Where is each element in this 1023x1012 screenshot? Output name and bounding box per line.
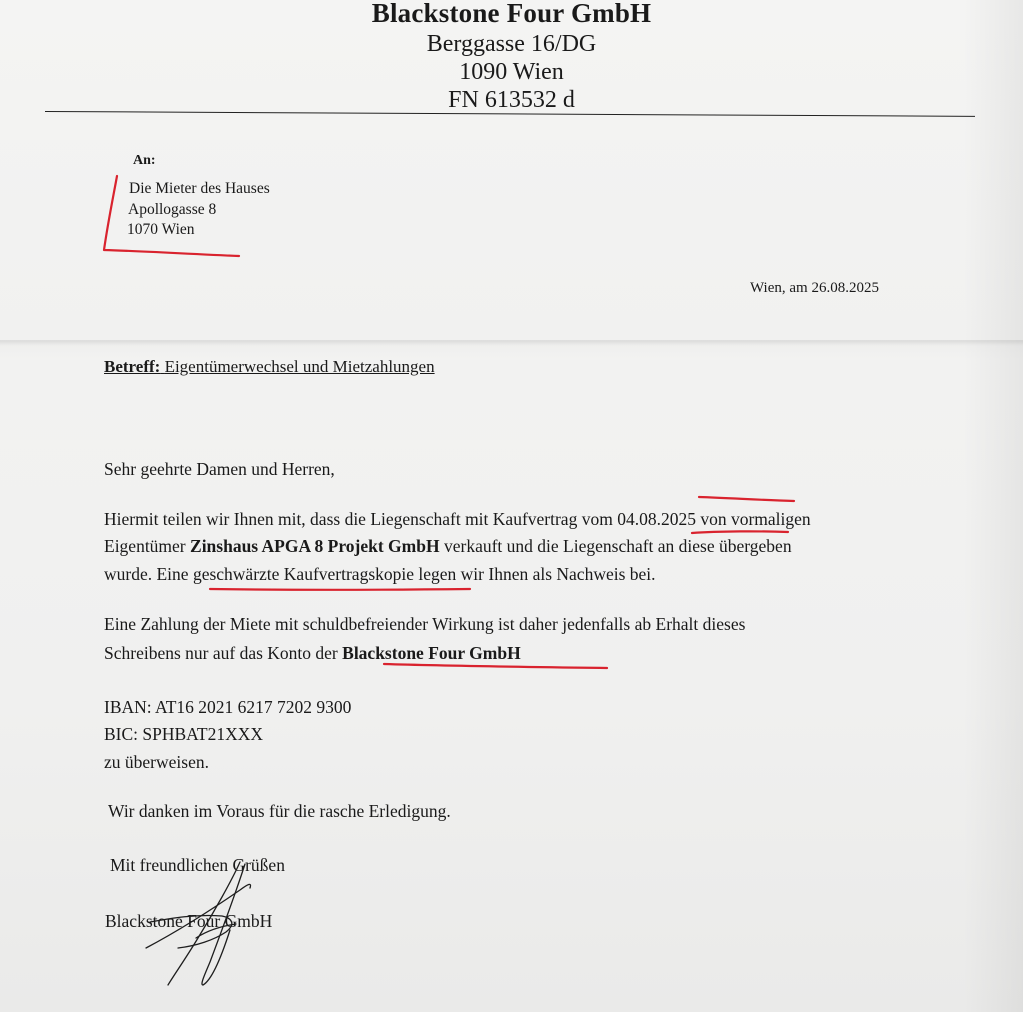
iban-line: IBAN: AT16 2021 6217 7202 9300 [104,697,352,717]
closing-signatory: Blackstone Four GmbH [105,911,273,931]
closing-greeting: Mit freundlichen Grüßen [110,855,285,875]
letterhead-registry: FN 613532 d [448,87,575,113]
recipient-city: 1070 Wien [127,221,195,238]
p1-line2-end: verkauft und die Liegenschaft an diese übergeben [439,536,792,556]
paragraph-1-line-1 [104,509,811,530]
paragraph-1-line-2 [104,536,792,557]
p1-line2-start: Eigentümer [104,536,191,556]
redacted-contract-copy: geschwärzte Kaufvertragskopie [192,564,415,584]
letterhead-street: Berggasse 16/DG [426,31,597,57]
p1-line1-end: von vormaligen [695,509,811,529]
salutation: Sehr geehrte Damen und Herren, [104,459,335,479]
letter-date: Wien, am 26.08.2025 [750,280,879,296]
paragraph-1-line-3 [104,564,656,585]
thanks-line: Wir danken im Voraus für die rasche Erledigung. [108,801,451,821]
subject-line [104,357,435,377]
paper-shadow [963,0,1023,1012]
contract-date: 04.08.2025 [617,509,696,529]
paragraph-2-line-1: Eine Zahlung der Miete mit schuldbefreiender Wirkung ist daher jedenfalls ab Erhalt dieses [104,614,746,634]
recipient-name: Die Mieter des Hauses [129,180,270,197]
former-owner: Zinshaus APGA 8 Projekt GmbH [190,536,440,556]
recipient-label: An: [133,153,156,168]
letterhead-city: 1090 Wien [459,59,564,85]
p1-line3-start: wurde. Eine [104,564,193,584]
p1-line3-end: legen wir Ihnen als Nachweis bei. [414,564,656,584]
payee-company: Blackstone Four GmbH [342,643,521,663]
bic-line: BIC: SPHBAT21XXX [104,724,263,744]
paper-fold [0,340,1023,346]
transfer-line: zu überweisen. [104,752,209,772]
subject-label: Betreff: [104,357,161,376]
p2-line2-start: Schreibens nur auf das Konto der [104,643,343,663]
paragraph-2-line-2 [104,643,521,664]
subject-text: Eigentümerwechsel und Mietzahlungen [164,357,435,376]
p1-line1-start: Hiermit teilen wir Ihnen mit, dass die Liegenschaft mit Kaufvertrag vom [104,509,618,529]
letterhead-company: Blackstone Four GmbH [371,0,652,28]
recipient-street: Apollogasse 8 [128,201,217,218]
